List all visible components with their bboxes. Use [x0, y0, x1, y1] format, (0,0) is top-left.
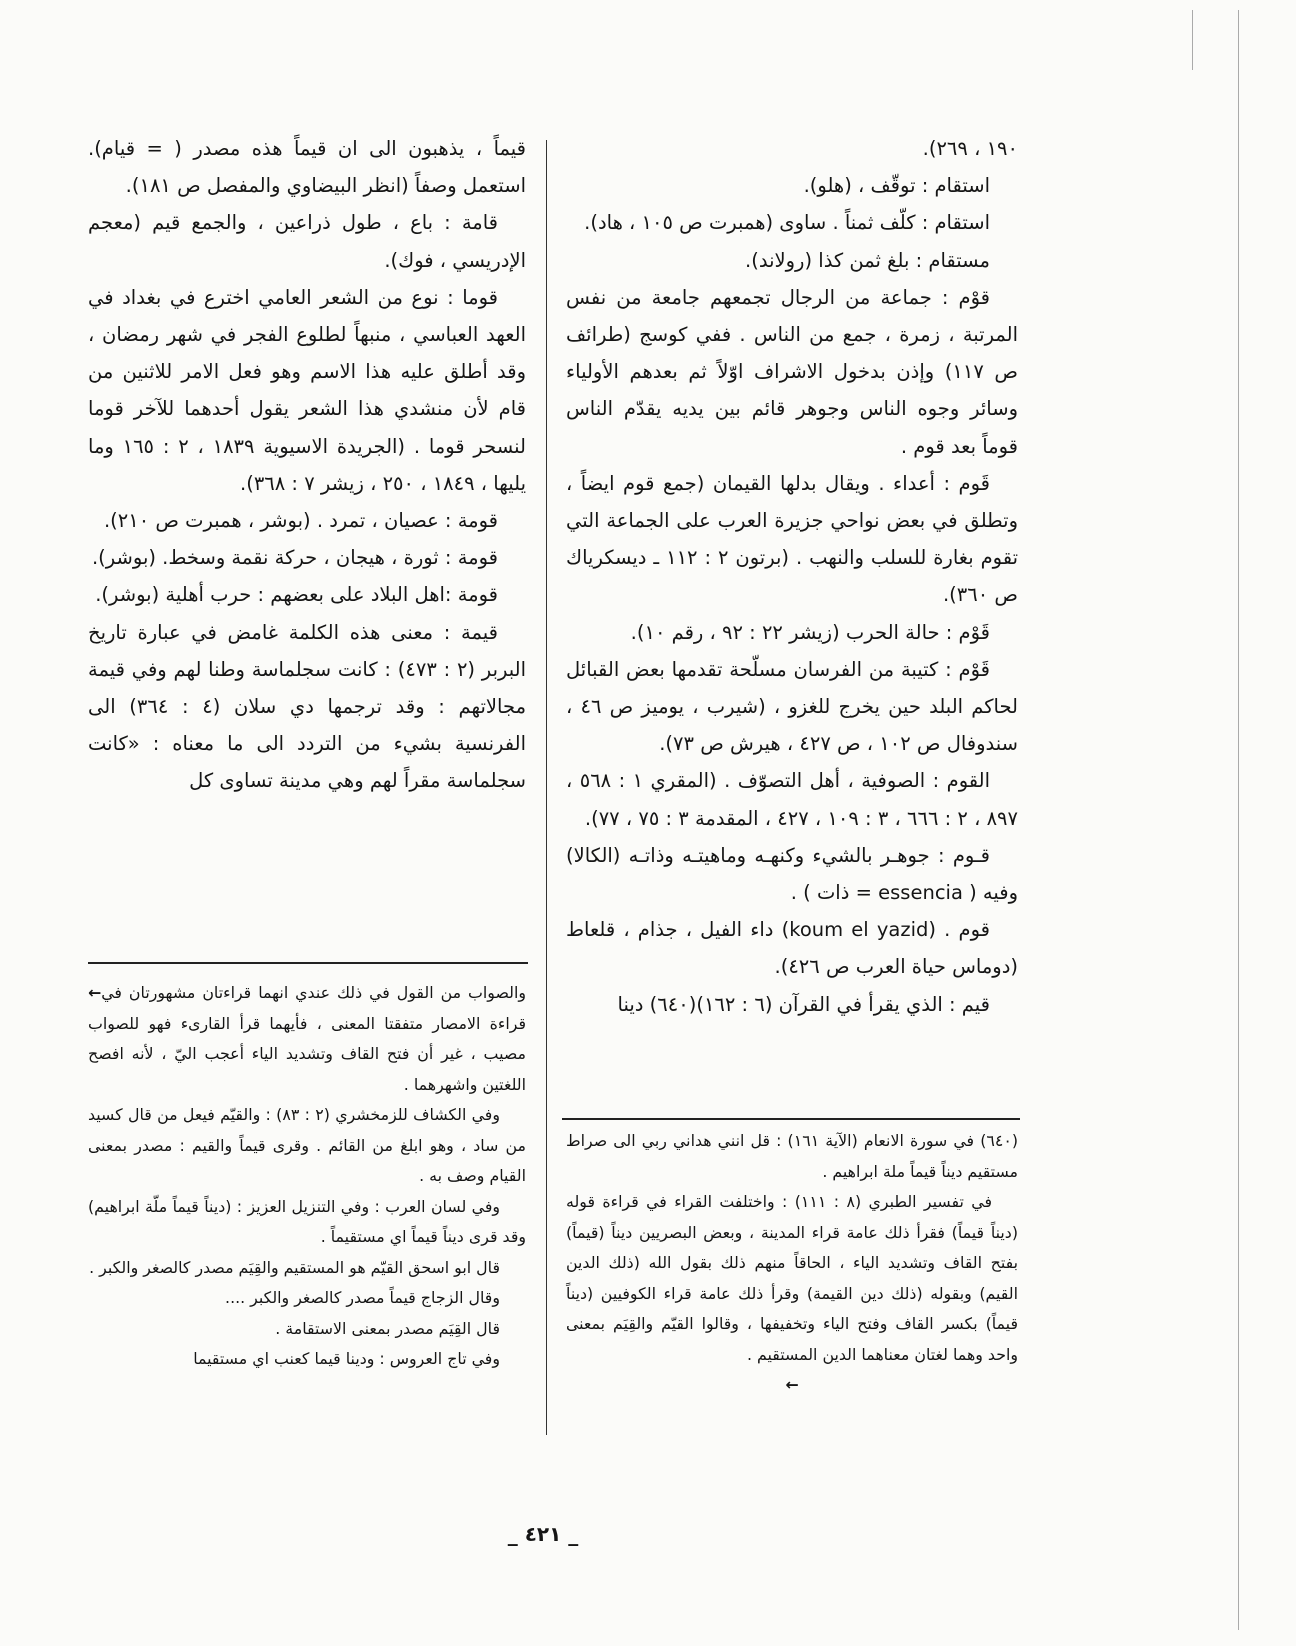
scan-edge-line: [1192, 10, 1193, 70]
footnote-text: والصواب من القول في ذلك عندي انهما قراءتان مشهورتان في قراءة الامصار متفقتا المعنى ، فأيهما قرأ القارىء فهو للصواب مصيب ، غير أن فتح القاف وتشديد الياء أعجب اليّ ، لأنه افصح اللغتين واشهرهما .: [88, 983, 526, 1094]
footnote-paragraph: [88, 978, 526, 1100]
dictionary-entry: قومة : عصيان ، تمرد . (بوشر ، همبرت ص ٢١٠).: [103, 509, 498, 533]
dictionary-entry: قوم . (koum el yazid) داء الفيل ، جذام ، قلعاط (دوماس حياة العرب ص ٤٢٦).: [566, 918, 1018, 979]
footnote-paragraph: وفي لسان العرب : وفي التنزيل العزيز : (ديناً قيماً ملّة ابراهيم) وقد قرى ديناً قيماً اي مستقيماً .: [88, 1196, 526, 1246]
continuation-arrow-icon: ←: [88, 983, 102, 1002]
footnotes-right: [566, 1126, 1018, 1401]
dictionary-entry: قيماً ، يذهبون الى ان قيماً هذه مصدر ( = قيام). استعمل وصفاً (انظر البيضاوي والمفصل ص ١٨١).: [88, 137, 526, 198]
dictionary-entry: مستقام : بلغ ثمن كذا (رولاند).: [745, 248, 990, 272]
footnote-paragraph: [566, 1370, 1018, 1401]
dictionary-entry: قَوم : أعداء . ويقال بدلها القيمان (جمع قوم ايضاً ، وتطلق في بعض نواحي جزيرة العرب على الجماعة التي تقوم بغارة للسلب والنهب . (برتون ٢ : ١١٢ ـ ديسكرياك ص ٣٦٠).: [566, 471, 1019, 607]
footnote-paragraph: قال ابو اسحق القيّم هو المستقيم والقِيَم مصدر كالصغر والكبر .: [89, 1257, 500, 1277]
footnote-paragraph: (٦٤٠) في سورة الانعام (الآية ١٦١) : قل انني هداني ربي الى صراط مستقيم ديناً قيماً ملة ابراهيم .: [566, 1131, 1018, 1181]
right-column: [566, 130, 1018, 1023]
page-number: _ ٤٢١ _: [507, 1522, 579, 1546]
dictionary-entry: قيمة : معنى هذه الكلمة غامض في عبارة تاريخ البربر (٢ : ٤٧٣) : كانت سجلماسة وطنا لهم وفي قيمة مجالاتهم : وقد ترجمها دي سلان (٤ : ٣٦٤) الى الفرنسية بشيء من التردد الى ما معناه : «كانت سجلماسة مقراً لهم وهي مدينة تساوى كل: [88, 620, 527, 793]
dictionary-entry: قامة : باع ، طول ذراعين ، والجمع قيم (معجم الإدريسي ، فوك).: [88, 211, 526, 272]
dictionary-entry: قيم : الذي يقرأ في القرآن (٦ : ١٦٢)(٦٤٠) دينا: [617, 992, 990, 1016]
dictionary-entry: ١٩٠ ، ٢٦٩).: [922, 137, 1018, 160]
scan-edge-line: [1238, 10, 1239, 1630]
continuation-arrow-icon: ←: [785, 1375, 799, 1394]
footnote-rule-right: [562, 1118, 1020, 1120]
footnote-paragraph: وفي تاج العروس : ودينا قيما كعنب اي مستقيما: [193, 1349, 500, 1368]
footnote-paragraph: في تفسير الطبري (٨ : ١١١) : واختلفت القراء في قراءة قوله (ديناً قيماً) فقرأ ذلك عامة قراء المدينة ، وبعض البصريين ديناً (قيماً) بفتح القاف وتشديد الياء ، الحاقاً منهم ذلك بقول الله (ذلك الدين القيم) وبقوله (ذلك دين القيمة) وقرأ ذلك عامة قراء الكوفيين (ديناً قيماً) بكسر القاف وفتح الياء وتخفيفها ، وقالوا القيّم والقِيَم بمعنى واحد وهما لغتان معناهما الدين المستقيم .: [566, 1192, 1018, 1364]
dictionary-entry: قوما : نوع من الشعر العامي اخترع في بغداد في العهد العباسي ، منبهاً لطلوع الفجر في شهر رمضان ، وقد أطلق عليه هذا الاسم وهو فعل الامر للاثنين من قام لأن منشدي هذا الشعر يقول أحدهما للآخر قوما لنسحر قوما . (الجريدة الاسيوية ١٨٣٩ ، ٢ : ١٦٥ وما يليها ، ١٨٤٩ ، ٢٥٠ ، زيشر ٧ : ٣٦٨).: [88, 285, 526, 495]
dictionary-entry: استقام : كلّف ثمناً . ساوى (همبرت ص ١٠٥ ، هاد).: [584, 211, 990, 235]
dictionary-entry: القوم : الصوفية ، أهل التصوّف . (المقري ١ : ٥٦٨ ، ٨٩٧ ، ٢ : ٦٦٦ ، ٣ : ١٠٩ ، ٤٢٧ ، المقدمة ٣ : ٧٥ ، ٧٧).: [566, 769, 1018, 830]
footnote-paragraph: قال القِيَم مصدر بمعنى الاستقامة .: [275, 1318, 500, 1338]
column-divider: [546, 140, 547, 1435]
dictionary-entry: قَوْم : حالة الحرب (زيشر ٢٢ : ٩٢ ، رقم ١٠).: [630, 620, 990, 644]
dictionary-entry: قومة :اهل البلاد على بعضهم : حرب أهلية (بوشر).: [95, 583, 498, 607]
dictionary-entry: قَوْم : كتيبة من الفرسان مسلّحة تقدمها بعض القبائل لحاكم البلد حين يخرج للغزو ، (شيرب ، يوميز ص ٤٦ ، سندوفال ص ١٠٢ ، ص ٤٢٧ ، هيرش ص ٧٣).: [566, 657, 1018, 756]
dictionary-entry: قومة : ثورة ، هيجان ، حركة نقمة وسخط. (بوشر).: [91, 546, 498, 570]
dictionary-entry: قوْم : جماعة من الرجال تجمعهم جامعة من نفس المرتبة ، زمرة ، جمع من الناس . ففي كوسج (طرائف ص ١١٧) وإذن بدخول الاشراف اوّلاً ثم بعدهم الأولياء وسائر وجوه الناس وجوهر قائم بين يديه يقدّم الناس قوماً بعد قوم .: [566, 285, 1018, 458]
footnote-rule-left: [88, 962, 528, 964]
dictionary-entry: استقام : توقّف ، (هلو).: [803, 174, 990, 198]
left-column: [88, 130, 526, 800]
footnotes-left: [88, 978, 526, 1375]
footnote-paragraph: وقال الزجاج قيماً مصدر كالصغر والكبر ....: [225, 1288, 500, 1307]
footnote-paragraph: وفي الكشاف للزمخشري (٢ : ٨٣) : والقيّم فيعل من قال كسيد من ساد ، وهو ابلغ من القائم . وقرى قيماً والقيم : مصدر بمعنى القيام وصف به .: [88, 1105, 526, 1185]
dictionary-entry: قـوم : جوهـر بالشيء وكنهـه وماهيتـه وذاتـه (الكالا) وفيه ( essencia = ذات ) .: [566, 843, 1018, 905]
